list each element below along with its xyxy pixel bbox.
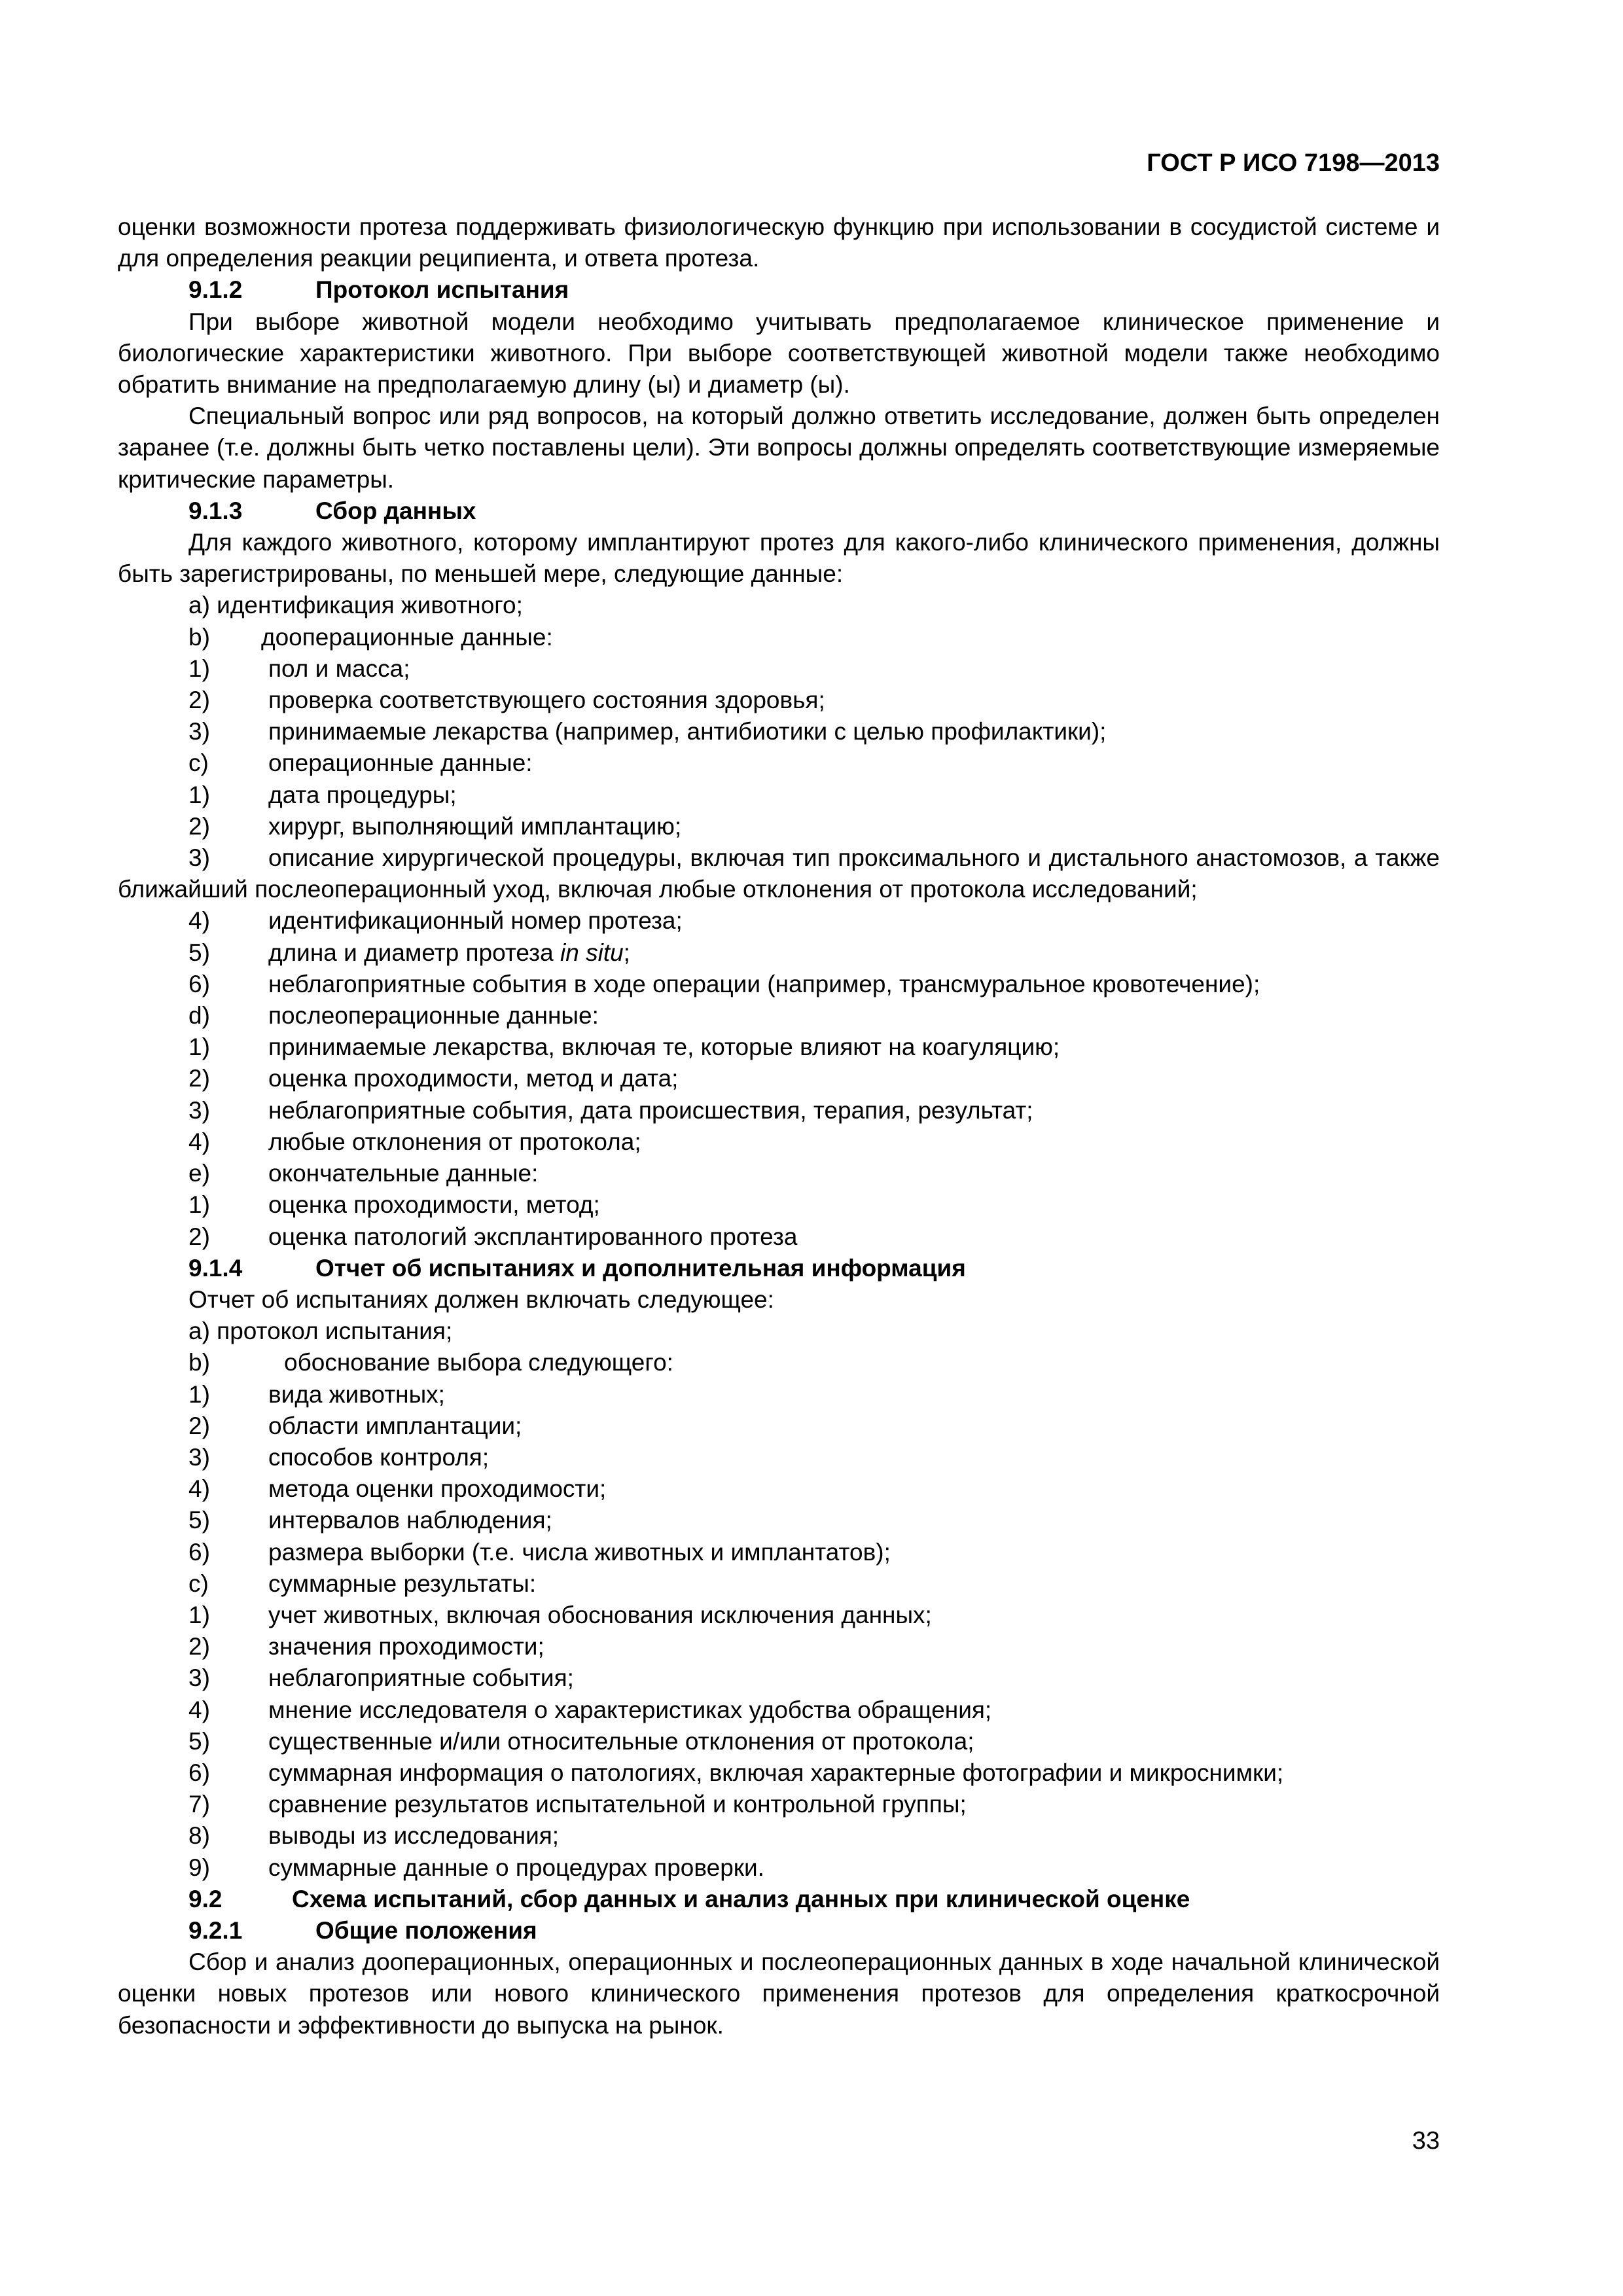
list-item bbox=[118, 811, 1440, 842]
list-text: хирург, выполняющий имплантацию; bbox=[268, 812, 682, 840]
list-item bbox=[118, 1126, 1440, 1158]
section-heading-9-1-2 bbox=[118, 274, 1440, 306]
paragraph: Отчет об испытаниях должен включать следующее: bbox=[188, 1285, 774, 1313]
list-text: оценка проходимости, метод; bbox=[268, 1191, 600, 1219]
list-item bbox=[118, 1031, 1440, 1063]
list-text: размера выборки (т.е. числа животных и имплантатов); bbox=[268, 1538, 891, 1566]
list-item bbox=[118, 1820, 1440, 1852]
list-item bbox=[118, 1063, 1440, 1094]
list-marker: 2) bbox=[188, 812, 210, 840]
section-number: 9.2.1 bbox=[188, 1916, 243, 1944]
list-marker: 8) bbox=[188, 1822, 210, 1850]
list-item bbox=[118, 685, 1440, 716]
list-marker: 1) bbox=[188, 655, 210, 682]
list-marker: b) bbox=[188, 1349, 210, 1376]
list-marker: 5) bbox=[188, 1727, 210, 1755]
section-heading-9-2 bbox=[118, 1884, 1440, 1915]
list-text: длина и диаметр протеза bbox=[268, 939, 561, 966]
list-item bbox=[118, 1600, 1440, 1631]
list-item bbox=[118, 1757, 1440, 1789]
list-item bbox=[118, 1189, 1440, 1221]
list-item bbox=[118, 1000, 1440, 1031]
list-item bbox=[118, 1695, 1440, 1726]
list-marker: 6) bbox=[188, 1538, 210, 1566]
list-text: неблагоприятные события; bbox=[268, 1664, 574, 1692]
list-text: суммарные результаты: bbox=[268, 1570, 537, 1597]
list-item bbox=[118, 905, 1440, 937]
section-number: 9.1.4 bbox=[188, 1254, 243, 1282]
list-item bbox=[118, 1505, 1440, 1536]
list-marker: 2) bbox=[188, 687, 210, 714]
list-marker: c) bbox=[188, 749, 209, 777]
list-item bbox=[118, 1473, 1440, 1505]
list-text: интервалов наблюдения; bbox=[268, 1507, 552, 1534]
list-item bbox=[118, 1095, 1440, 1126]
document-page bbox=[118, 0, 1440, 2296]
list-text: принимаемые лекарства, включая те, которые влияют на коагуляцию; bbox=[268, 1033, 1060, 1061]
list-item bbox=[118, 622, 1440, 653]
list-marker: 1) bbox=[188, 1191, 210, 1219]
list-marker: 1) bbox=[188, 781, 210, 808]
list-text: способов контроля; bbox=[268, 1443, 490, 1471]
list-item: а) идентификация животного; bbox=[188, 592, 523, 619]
list-item bbox=[118, 1662, 1440, 1694]
list-marker: 1) bbox=[188, 1380, 210, 1408]
list-item bbox=[118, 653, 1440, 685]
list-item bbox=[118, 1410, 1440, 1442]
section-number: 9.2 bbox=[188, 1885, 223, 1912]
list-marker: 4) bbox=[188, 1475, 210, 1503]
list-text: дата процедуры; bbox=[268, 781, 457, 808]
list-marker: b) bbox=[188, 623, 210, 651]
list-item bbox=[118, 780, 1440, 811]
list-item bbox=[118, 842, 1440, 905]
list-marker: 3) bbox=[188, 1096, 210, 1124]
list-marker: 1) bbox=[188, 1601, 210, 1628]
list-marker: 6) bbox=[188, 970, 210, 997]
list-text: послеоперационные данные: bbox=[268, 1002, 599, 1030]
section-title: Схема испытаний, сбор данных и анализ данных при клинической оценке bbox=[292, 1885, 1190, 1912]
list-item bbox=[118, 1379, 1440, 1410]
document-header: ГОСТ Р ИСО 7198—2013 bbox=[1147, 149, 1440, 177]
list-text: мнение исследователя о характеристиках удобства обращения; bbox=[268, 1696, 992, 1723]
list-text: описание хирургической процедуры, включая тип проксимального и дистального анастомозов, а также ближайший послеоперационный уход, включая любые отклонения от протокола исследований; bbox=[118, 844, 1440, 903]
list-text: операционные данные: bbox=[268, 749, 533, 777]
list-item bbox=[118, 1347, 1440, 1378]
list-marker: 4) bbox=[188, 1696, 210, 1723]
list-marker: c) bbox=[188, 1570, 209, 1597]
list-item bbox=[118, 1852, 1440, 1884]
section-number: 9.1.3 bbox=[188, 497, 243, 524]
list-item bbox=[118, 747, 1440, 779]
list-marker: 6) bbox=[188, 1759, 210, 1786]
list-text: проверка соответствующего состояния здоровья; bbox=[268, 687, 825, 714]
list bbox=[118, 969, 1440, 1253]
list bbox=[118, 653, 1440, 842]
list-marker: d) bbox=[188, 1002, 210, 1030]
list-text-end: ; bbox=[623, 939, 630, 966]
list-item bbox=[118, 716, 1440, 747]
list-marker: 3) bbox=[188, 1664, 210, 1692]
section-title: Отчет об испытаниях и дополнительная информация bbox=[315, 1254, 966, 1282]
list-text: сравнение результатов испытательной и контрольной группы; bbox=[268, 1791, 967, 1818]
list-text: учет животных, включая обоснования исключения данных; bbox=[268, 1601, 932, 1628]
section-heading-9-1-3 bbox=[118, 495, 1440, 527]
list-marker: 2) bbox=[188, 1412, 210, 1439]
paragraph: Для каждого животного, которому имплантируют протез для какого-либо клинического применения, должны быть зарегистрированы, по меньшей мере, следующие данные: bbox=[118, 529, 1440, 588]
list-marker: 2) bbox=[188, 1633, 210, 1660]
list-text: дооперационные данные: bbox=[261, 623, 553, 651]
list-marker: 4) bbox=[188, 907, 210, 935]
document-body bbox=[118, 211, 1440, 2041]
list-text: пол и масса; bbox=[268, 655, 410, 682]
page-number: 33 bbox=[1412, 2127, 1440, 2155]
list-text: оценка патологий эксплантированного протеза bbox=[268, 1223, 798, 1250]
list-text: вида животных; bbox=[268, 1380, 445, 1408]
list-marker: e) bbox=[188, 1160, 210, 1187]
list-text: существенные и/или относительные отклонения от протокола; bbox=[268, 1727, 974, 1755]
paragraph: При выборе животной модели необходимо учитывать предполагаемое клиническое применение и биологические характеристики животного. При выборе соответствующей животной модели также необходимо обратить внимание на предполагаемую длину (ы) и диаметр (ы). bbox=[118, 308, 1440, 399]
list-text: любые отклонения от протокола; bbox=[268, 1128, 641, 1155]
list-item bbox=[118, 1726, 1440, 1757]
list-marker: 5) bbox=[188, 1507, 210, 1534]
list-text: окончательные данные: bbox=[268, 1160, 539, 1187]
list bbox=[118, 905, 1440, 937]
list-text: метода оценки проходимости; bbox=[268, 1475, 607, 1503]
list-marker: 9) bbox=[188, 1854, 210, 1881]
list-text: области имплантации; bbox=[268, 1412, 522, 1439]
list-text: выводы из исследования; bbox=[268, 1822, 560, 1850]
list-text: обоснование выбора следующего: bbox=[284, 1349, 673, 1376]
list-item bbox=[118, 1221, 1440, 1253]
list-item bbox=[118, 1158, 1440, 1189]
list-item bbox=[118, 1789, 1440, 1820]
list-marker: 7) bbox=[188, 1791, 210, 1818]
list-text: оценка проходимости, метод и дата; bbox=[268, 1065, 679, 1092]
list-text: принимаемые лекарства (например, антибиотики с целью профилактики); bbox=[268, 718, 1107, 745]
list-item bbox=[118, 969, 1440, 1000]
section-title: Протокол испытания bbox=[315, 276, 569, 304]
section-heading-9-2-1 bbox=[118, 1915, 1440, 1946]
list-item: а) протокол испытания; bbox=[188, 1318, 453, 1345]
list bbox=[118, 1379, 1440, 1884]
list-marker: 1) bbox=[188, 1033, 210, 1061]
list-text: идентификационный номер протеза; bbox=[268, 907, 683, 935]
paragraph: Специальный вопрос или ряд вопросов, на который должно ответить исследование, должен быть определен заранее (т.е. должны быть четко поставлены цели). Эти вопросы должны определять соответствующие измеряемые критические параметры. bbox=[118, 403, 1440, 493]
list-marker: 3) bbox=[188, 1443, 210, 1471]
list-item bbox=[118, 1442, 1440, 1473]
section-number: 9.1.2 bbox=[188, 276, 243, 304]
list-text: значения проходимости; bbox=[268, 1633, 544, 1660]
list-item bbox=[118, 937, 1440, 969]
list-marker: 2) bbox=[188, 1065, 210, 1092]
paragraph: оценки возможности протеза поддерживать физиологическую функцию при использовании в сосудистой системе и для определения реакции реципиента, и ответа протеза. bbox=[118, 213, 1440, 272]
italic-term: in situ bbox=[560, 939, 624, 966]
list-item bbox=[118, 1631, 1440, 1662]
list-text: неблагоприятные события в ходе операции (например, трансмуральное кровотечение); bbox=[268, 970, 1260, 997]
paragraph: Сбор и анализ дооперационных, операционных и послеоперационных данных в ходе начальной клинической оценки новых протезов или нового клинического применения протезов для определения краткосрочной безопасности и эффективности до выпуска на рынок. bbox=[118, 1948, 1440, 2039]
list-text: суммарная информация о патологиях, включая характерные фотографии и микроснимки; bbox=[268, 1759, 1284, 1786]
list-item bbox=[118, 1568, 1440, 1600]
section-heading-9-1-4 bbox=[118, 1253, 1440, 1284]
section-title: Общие положения bbox=[315, 1916, 537, 1944]
section-title: Сбор данных bbox=[315, 497, 476, 524]
list-item bbox=[118, 1537, 1440, 1568]
list-text: неблагоприятные события, дата происшествия, терапия, результат; bbox=[268, 1096, 1033, 1124]
list-marker: 4) bbox=[188, 1128, 210, 1155]
list-marker: 5) bbox=[188, 939, 210, 966]
list-marker: 2) bbox=[188, 1223, 210, 1250]
list-marker: 3) bbox=[188, 844, 210, 872]
list-text: суммарные данные о процедурах проверки. bbox=[268, 1854, 764, 1881]
list-marker: 3) bbox=[188, 718, 210, 745]
